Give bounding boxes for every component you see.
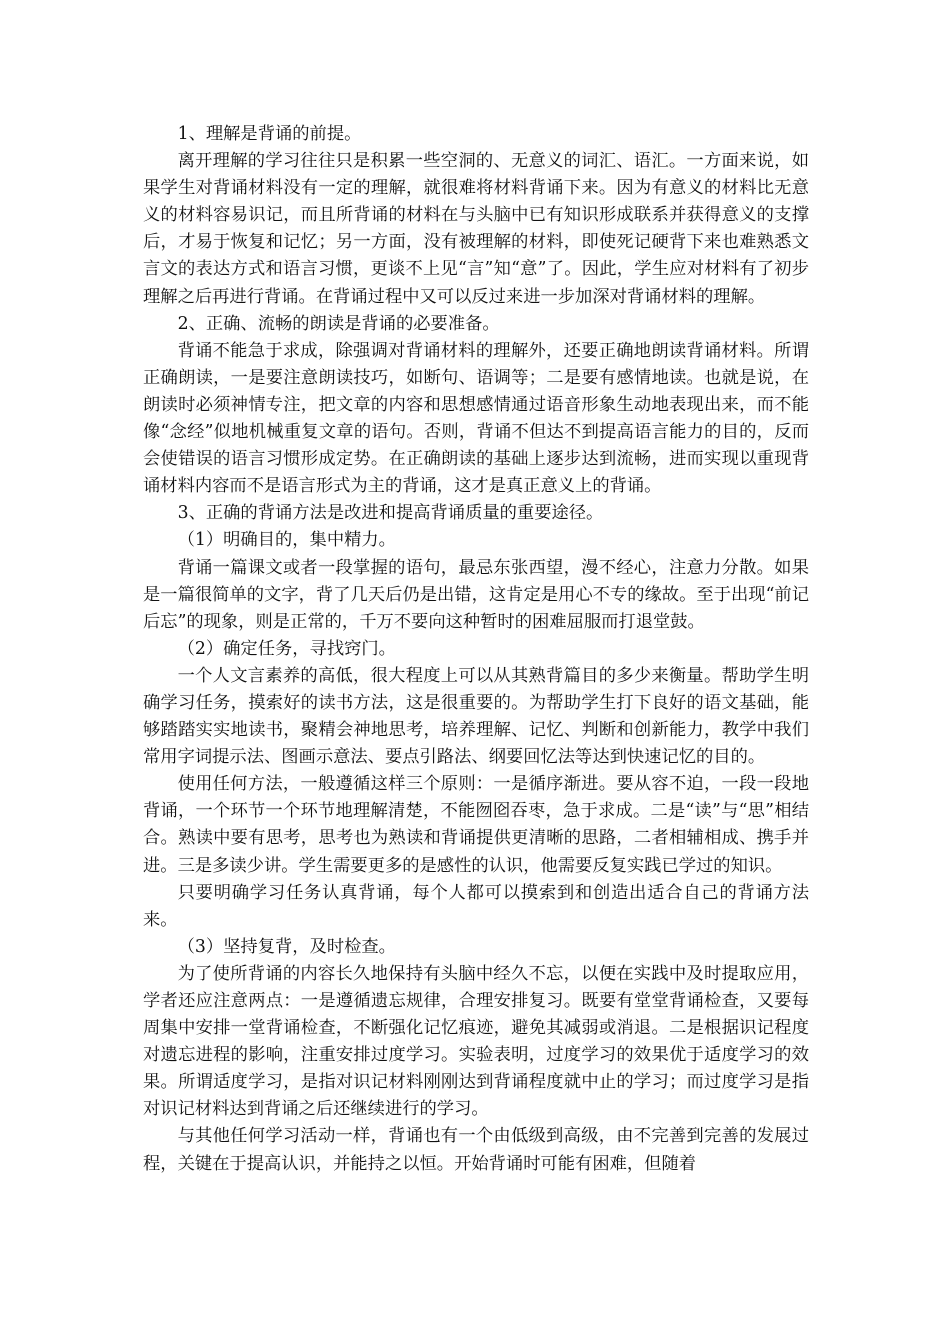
paragraph: 一个人文言素养的高低，很大程度上可以从其熟背篇目的多少来衡量。帮助学生明确学习任务，摸索好的读书方法，这是很重要的。为帮助学生打下良好的语文基础，能够踏踏实实地读书，聚精会神地思考，培养理解、记忆、判断和创新能力，教学中我们常用字词提示法、图画示意法、要点引路法、纲要回忆法等达到快速记忆的目的。	[143, 665, 809, 768]
paragraph: 只要明确学习任务认真背诵，每个人都可以摸索到和创造出适合自己的背诵方法来。	[143, 882, 809, 930]
subheading-1: （1）明确目的，集中精力。	[177, 530, 396, 551]
subheading-2: （2）确定任务，寻找窍门。	[177, 638, 396, 659]
paragraph: 背诵不能急于求成，除强调对背诵材料的理解外，还要正确地朗读背诵材料。所谓正确朗读，一是要注意朗读技巧，如断句、语调等；二是要有感情地读。也就是说，在朗读时必须神情专注，把文章的内容和思想感情通过语音形象生动地表现出来，而不能像“念经”似地机械重复文章的语句。否则，背诵不但达不到提高语言能力的目的，反而会使错误的语言习惯形成定势。在正确朗读的基础上逐步达到流畅，进而实现以重现背诵材料内容而不是语言形式为主的背诵，这才是真正意义上的背诵。	[143, 340, 809, 497]
paragraph: 与其他任何学习活动一样，背诵也有一个由低级到高级，由不完善到完善的发展过程，关键在于提高认识，并能持之以恒。开始背诵时可能有困难，但随着	[143, 1126, 809, 1174]
subheading-3: （3）坚持复背，及时检查。	[177, 936, 396, 957]
section-heading-3: 3、正确的背诵方法是改进和提高背诵质量的重要途径。	[177, 503, 604, 524]
paragraph: 离开理解的学习往往只是积累一些空洞的、无意义的词汇、语汇。一方面来说，如果学生对背诵材料没有一定的理解，就很难将材料背诵下来。因为有意义的材料比无意义的材料容易识记，而且所背诵的材料在与头脑中已有知识形成联系并获得意义的支撑后，才易于恢复和记忆；另一方面，没有被理解的材料，即使死记硬背下来也难熟悉文言文的表达方式和语言习惯，更谈不上见“言”知“意”了。因此，学生应对材料有了初步理解之后再进行背诵。在背诵过程中又可以反过来进一步加深对背诵材料的理解。	[143, 151, 809, 307]
section-heading-2: 2、正确、流畅的朗读是背诵的必要准备。	[177, 313, 500, 334]
paragraph: 为了使所背诵的内容长久地保持有头脑中经久不忘，以便在实践中及时提取应用，学者还应注意两点：一是遵循遗忘规律，合理安排复习。既要有堂堂背诵检查，又要每周集中安排一堂背诵检查，不断强化记忆痕迹，避免其减弱或消退。二是根据识记程度对遗忘进程的影响，注重安排过度学习。实验表明，过度学习的效果优于适度学习的效果。所谓适度学习，是指对识记材料刚刚达到背诵程度就中止的学习；而过度学习是指对识记材料达到背诵之后还继续进行的学习。	[143, 963, 809, 1120]
paragraph: 使用任何方法，一般遵循这样三个原则：一是循序渐进。要从容不迫，一段一段地背诵，一个环节一个环节地理解清楚，不能囫囵吞枣，急于求成。二是“读”与“思”相结合。熟读中要有思考，思考也为熟读和背诵提供更清晰的思路，二者相辅相成、携手并进。三是多读少讲。学生需要更多的是感性的认识，他需要反复实践已学过的知识。	[143, 774, 809, 876]
paragraph: 背诵一篇课文或者一段掌握的语句，最忌东张西望，漫不经心，注意力分散。如果是一篇很简单的文字，背了几天后仍是出错，这肯定是用心不专的缘故。至于出现“前记后忘”的现象，则是正常的，千万不要向这种暂时的困难屈服而打退堂鼓。	[143, 557, 809, 632]
section-heading-1: 1、理解是背诵的前提。	[177, 124, 362, 144]
document-body	[143, 121, 809, 1178]
